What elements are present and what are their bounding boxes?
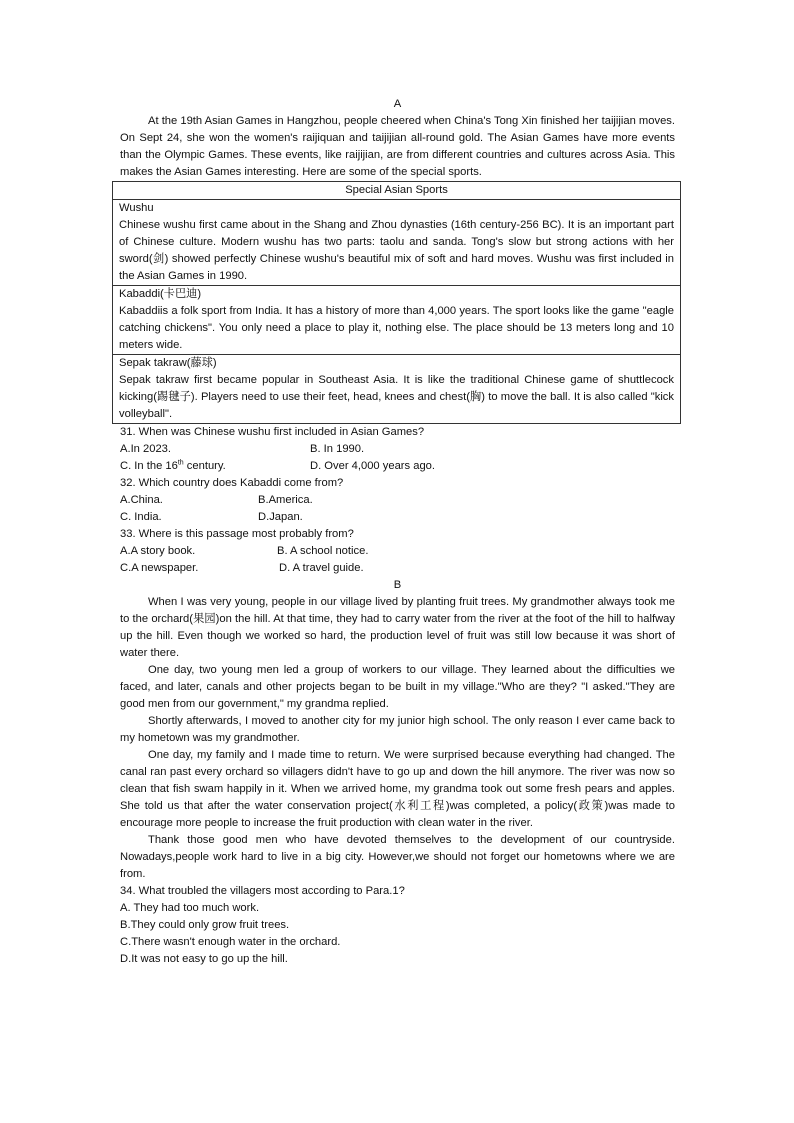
question-34 bbox=[120, 883, 675, 968]
option-a: A.A story book. bbox=[120, 545, 196, 557]
sport-name: Wushu bbox=[119, 202, 154, 214]
passage-b-paragraph-5: Thank those good men who have devoted themselves to the development of our countryside. Nowadays,people work hard to live in a big city. However,we should not forget our hometowns where we are from. bbox=[120, 834, 675, 880]
sport-description: Kabaddiis a folk sport from India. It has a history of more than 4,000 years. The sport looks like the game "eagle catching chickens". You only need a place to play it, nothing else. The place should be 13 meters long and 10 meters wide. bbox=[119, 305, 674, 351]
passage-b-paragraph-3: Shortly afterwards, I moved to another city for my junior high school. The only reason I ever came back to my hometown was my grandmother. bbox=[120, 715, 675, 744]
option-a: A. They had too much work. bbox=[120, 902, 260, 914]
option-b: B.They could only grow fruit trees. bbox=[120, 919, 290, 931]
passage-b-paragraph-2: One day, two young men led a group of workers to our village. They learned about the difficulties we faced, and later, canals and other projects began to be built in my village."Who are they? "I asked."They are good men from our government," my grandma replied. bbox=[120, 664, 675, 710]
option-a: A.China. bbox=[120, 494, 163, 506]
sport-name: Sepak takraw(藤球) bbox=[119, 357, 217, 369]
passage-b-heading: B bbox=[393, 579, 402, 591]
option-d: D. Over 4,000 years ago. bbox=[310, 460, 435, 472]
passage-b-paragraph-4: One day, my family and I made time to return. We were surprised because everything had changed. The canal ran past every orchard so villagers didn't have to go up and down the hill anymore. The river was now so clean that fish swam happily in it. When we arrived home, my grandma took out some fresh pears and apples. She told us that after the water conservation project(水利工程)was completed, a policy(政策)was made to encourage more people to increase the fruit production with clean water in the river. bbox=[120, 749, 675, 829]
question-stem: 32. Which country does Kabaddi come from? bbox=[120, 477, 344, 489]
option-b: B. In 1990. bbox=[310, 443, 365, 455]
question-stem: 31. When was Chinese wushu first included in Asian Games? bbox=[120, 426, 425, 438]
sport-name: Kabaddi(卡巴迪) bbox=[119, 288, 202, 300]
table-row-kabaddi bbox=[113, 286, 681, 355]
sport-description: Sepak takraw first became popular in Southeast Asia. It is like the traditional Chinese game of shuttlecock kicking(踢毽子). Players need to use their feet, head, knees and chest(胸) to move the ball. It is also called "kick volleyball". bbox=[119, 374, 674, 420]
special-sports-table bbox=[112, 181, 681, 424]
passage-a-heading: A bbox=[393, 98, 402, 110]
table-row-wushu bbox=[113, 200, 681, 286]
question-stem: 33. Where is this passage most probably from? bbox=[120, 528, 354, 540]
option-c-tail: century. bbox=[183, 460, 226, 472]
sport-description: Chinese wushu first came about in the Shang and Zhou dynasties (16th century-256 BC). It is an important part of Chinese culture. Modern wushu has two parts: taolu and sanda. Tong's slow but strong actions with her sword(剑) showed perfectly Chinese wushu's beautiful mix of soft and hard moves. Wushu was first included in the Asian Games in 1990. bbox=[119, 219, 674, 282]
question-stem: 34. What troubled the villagers most according to Para.1? bbox=[120, 885, 405, 897]
question-32 bbox=[120, 475, 675, 526]
table-title: Special Asian Sports bbox=[113, 182, 681, 200]
worksheet-page bbox=[120, 96, 675, 968]
option-b: B.America. bbox=[258, 494, 313, 506]
option-d: D.Japan. bbox=[258, 511, 303, 523]
option-c: C.There wasn't enough water in the orchard. bbox=[120, 936, 341, 948]
option-c-text: C. In the 16 bbox=[120, 460, 178, 472]
table-row-sepak-takraw bbox=[113, 355, 681, 424]
option-c: C.A newspaper. bbox=[120, 562, 199, 574]
option-a: A.In 2023. bbox=[120, 443, 172, 455]
passage-a-intro: At the 19th Asian Games in Hangzhou, people cheered when China's Tong Xin finished her taijijian moves. On Sept 24, she won the women's raijiquan and taijijian all-round gold. The Asian Games have more events than the Olympic Games. These events, like raijijian, are from different countries and cultures across Asia. This makes the Asian Games interesting. Here are some of the special sports. bbox=[120, 115, 675, 178]
option-d: D.It was not easy to go up the hill. bbox=[120, 953, 288, 965]
passage-b-paragraph-1: When I was very young, people in our village lived by planting fruit trees. My grandmother always took me to the orchard(果园)on the hill. At that time, they had to carry water from the river at the foot of the hill to halfway up the hill. Even though we worked so hard, the production level of fruit was still low because it was short of water there. bbox=[120, 596, 675, 659]
option-c: C. India. bbox=[120, 511, 162, 523]
question-33 bbox=[120, 526, 675, 577]
option-c bbox=[120, 458, 310, 475]
option-c-superscript: th bbox=[177, 459, 184, 467]
question-31 bbox=[120, 424, 675, 475]
option-d: D. A travel guide. bbox=[279, 562, 364, 574]
option-b: B. A school notice. bbox=[277, 545, 369, 557]
